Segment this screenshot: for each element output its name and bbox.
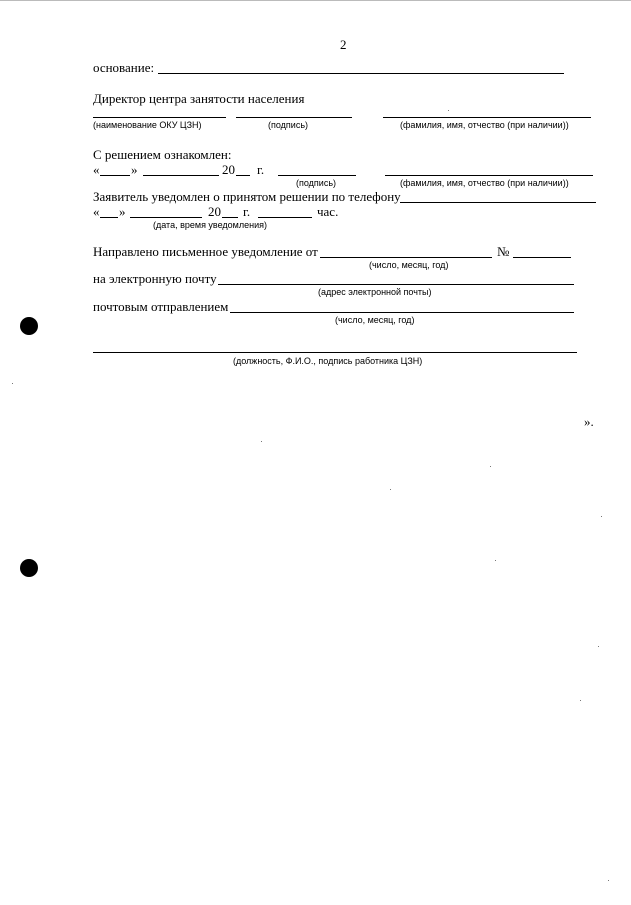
director-signature-line	[236, 117, 352, 118]
okv-name-caption: (наименование ОКУ ЦЗН)	[93, 120, 202, 130]
acquainted-name-line	[385, 175, 593, 176]
written-number-line	[513, 257, 571, 258]
scan-top-edge	[0, 0, 631, 1]
scan-speck	[608, 880, 609, 881]
okv-name-line	[93, 117, 226, 118]
director-title: Директор центра занятости населения	[93, 91, 305, 106]
director-name-line	[383, 117, 591, 118]
closing-quote-mark: ».	[584, 414, 594, 429]
acquainted-year-prefix: 20	[222, 162, 235, 177]
scan-speck	[448, 110, 449, 111]
postal-notice-label: почтовым отправлением	[93, 299, 229, 314]
phone-day-line	[100, 217, 118, 218]
number-sign: №	[497, 244, 510, 259]
date-caption: (число, месяц, год)	[369, 260, 449, 270]
acquainted-year-line	[236, 175, 250, 176]
scan-speck	[495, 560, 496, 561]
acquainted-year-suffix: г.	[257, 162, 265, 177]
full-name-caption-2: (фамилия, имя, отчество (при наличии))	[400, 178, 569, 188]
phone-year-prefix: 20	[208, 204, 221, 219]
phone-month-line	[130, 217, 202, 218]
scan-speck	[601, 516, 602, 517]
scan-speck	[490, 466, 491, 467]
acquainted-quote-close: »	[131, 162, 138, 177]
date-caption-2: (число, месяц, год)	[335, 315, 415, 325]
basis-field-line	[158, 73, 564, 74]
email-notice-label: на электронную почту	[93, 271, 217, 286]
acquainted-month-line	[143, 175, 219, 176]
acquainted-day-line	[100, 175, 130, 176]
basis-label: основание:	[93, 60, 155, 75]
punch-hole-bottom	[20, 559, 38, 577]
email-caption: (адрес электронной почты)	[318, 287, 432, 297]
phone-field-line	[400, 202, 596, 203]
page-number: 2	[340, 37, 347, 52]
phone-quote-open: «	[93, 204, 100, 219]
scan-speck	[580, 700, 581, 701]
acquainted-signature-line	[278, 175, 356, 176]
scan-speck	[261, 441, 262, 442]
postal-field-line	[230, 312, 574, 313]
phone-quote-close: »	[119, 204, 126, 219]
phone-year-suffix: г.	[243, 204, 251, 219]
acquainted-quote-open: «	[93, 162, 100, 177]
signature-caption-2: (подпись)	[296, 178, 337, 188]
scan-speck	[390, 489, 391, 490]
date-time-caption: (дата, время уведомления)	[153, 220, 267, 230]
employee-signature-line	[93, 352, 577, 353]
punch-hole-top	[20, 317, 38, 335]
scan-speck	[598, 646, 599, 647]
written-date-line	[320, 257, 492, 258]
signature-caption: (подпись)	[268, 120, 309, 130]
written-notice-label: Направлено письменное уведомление от	[93, 244, 318, 259]
phone-year-line	[222, 217, 238, 218]
scan-speck	[12, 383, 13, 384]
acquainted-label: С решением ознакомлен:	[93, 147, 232, 162]
email-field-line	[218, 284, 574, 285]
phone-notice-label: Заявитель уведомлен о принятом решении по телефону	[93, 189, 401, 204]
employee-caption: (должность, Ф.И.О., подпись работника ЦЗН)	[233, 356, 423, 366]
full-name-caption: (фамилия, имя, отчество (при наличии))	[400, 120, 569, 130]
phone-hour-line	[258, 217, 312, 218]
phone-hour-suffix: час.	[317, 204, 339, 219]
